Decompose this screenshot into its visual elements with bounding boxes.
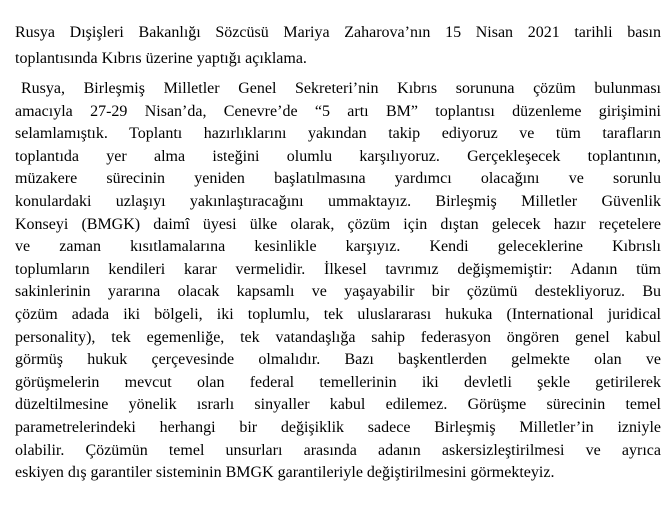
statement-line: Konseyi (BMGK) daimî üyesi ülke olarak, çözüm için dıştan gelecek hazır reçetelere	[15, 215, 661, 233]
statement-line: müzakere sürecinin yeniden başlatılmasına yardımcı olacağını ve sorunlu	[15, 170, 661, 188]
statement-paragraph	[15, 78, 661, 485]
statement-line: ve zaman kısıtlamalarına kesinlikle karşıyız. Kendi geleceklerine Kıbrıslı	[15, 238, 661, 256]
statement-line: toplantıda yer alma isteğini olumlu karşılıyoruz. Gerçekleşecek toplantının,	[15, 147, 661, 165]
intro-line: toplantısında Kıbrıs üzerine yaptığı açıklama.	[15, 50, 307, 67]
statement-line: konulardaki uzlaşıyı yakınlaştıracağını ummaktayız. Birleşmiş Milletler Güvenlik	[15, 192, 661, 210]
intro-line: Rusya Dışişleri Bakanlığı Sözcüsü Mariya Zaharova’nın 15 Nisan 2021 tarihli basın	[15, 24, 661, 41]
statement-line: sakinlerinin yararına olacak kapsamlı ve yaşayabilir bir çözümü destekliyoruz. Bu	[15, 283, 661, 301]
statement-line: toplumların kendileri karar vermelidir. İlkesel tavrımız değişmemiştir: Adanın tüm	[15, 260, 661, 278]
statement-line: çözüm adada iki bölgeli, iki toplumlu, tek uluslararası hukuka (International juridical	[15, 305, 661, 323]
statement-line: düzeltilmesine yönelik ısrarlı sinyaller kabul edilemez. Görüşme sürecinin temel	[15, 396, 661, 414]
statement-line: olabilir. Çözümün temel unsurları arasında adanın askersizleştirilmesi ve ayrıca	[15, 441, 661, 459]
statement-line: görüşmelerin mevcut olan federal temellerinin iki devletli şekle getirilerek	[15, 373, 661, 391]
statement-line: eskiyen dış garantiler sisteminin BMGK garantileriyle değiştirilmesini görmekteyiz.	[15, 464, 555, 482]
statement-line: görmüş hukuk çerçevesinde olmalıdır. Bazı başkentlerden gelmekte olan ve	[15, 351, 661, 369]
statement-line: personality), tek egemenliğe, tek vatandaşlığa sahip federasyon öngören genel kabul	[15, 328, 661, 346]
statement-line: selamlamıştık. Toplantı hazırlıklarını yakından takip ediyoruz ve tüm tarafların	[15, 125, 661, 143]
statement-line: Rusya, Birleşmiş Milletler Genel Sekreteri’nin Kıbrıs sorununa çözüm bulunması	[21, 80, 661, 97]
statement-line: parametrelerindeki herhangi bir değişiklik sadece Birleşmiş Milletler’in izniyle	[15, 418, 661, 436]
statement-line: amacıyla 27-29 Nisan’da, Cenevre’de “5 artı BM” toplantısı düzenleme girişimini	[15, 102, 661, 120]
intro-paragraph	[15, 20, 661, 72]
